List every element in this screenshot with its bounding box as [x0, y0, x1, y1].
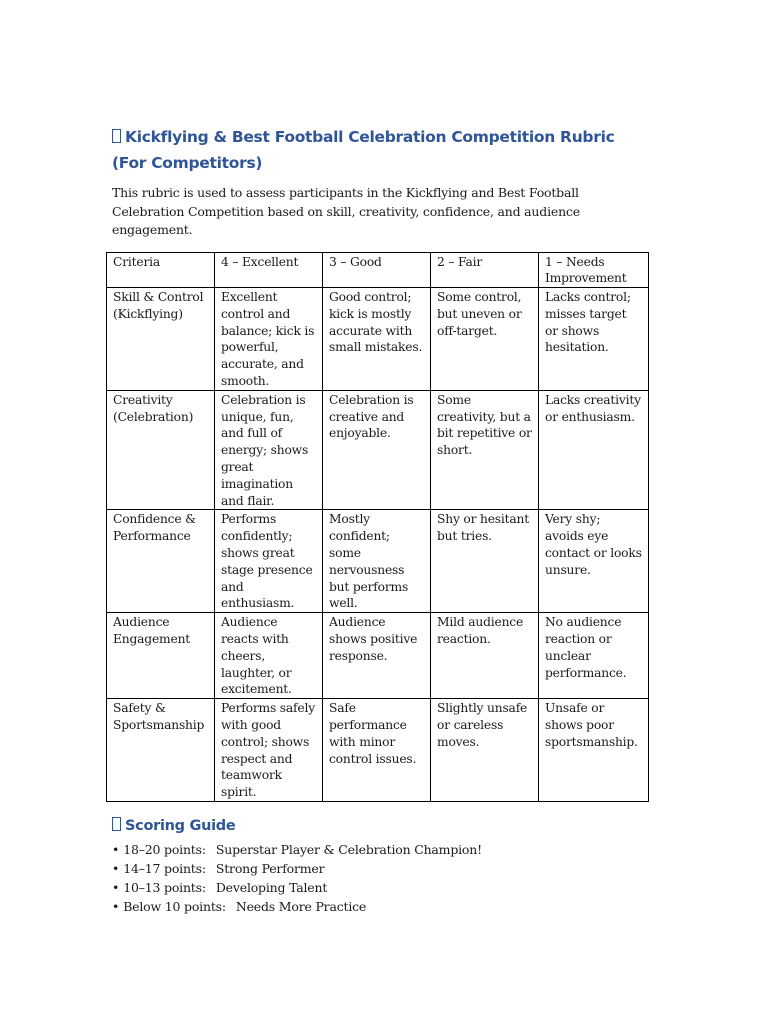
bullet: • [112, 842, 120, 857]
bullet: • [112, 880, 120, 895]
table-row [107, 288, 649, 391]
score-label: Superstar Player & Celebration Champion! [215, 842, 482, 857]
table-header-row [107, 252, 649, 288]
table-cell: Safe performance with minor control issues. [323, 699, 431, 802]
table-row [107, 390, 649, 510]
score-label: Needs More Practice [235, 899, 367, 914]
table-cell: Very shy; avoids eye contact or looks unsure. [539, 510, 649, 613]
table-cell: Good control; kick is mostly accurate with small mistakes. [323, 288, 431, 391]
header-cell: Criteria [107, 252, 215, 288]
document-page [112, 124, 652, 916]
list-item [112, 897, 652, 916]
table-cell: Excellent control and balance; kick is powerful, accurate, and smooth. [215, 288, 323, 391]
criteria-cell: Confidence & Performance [107, 510, 215, 613]
table-row [107, 699, 649, 802]
header-cell: 3 – Good [323, 252, 431, 288]
table-cell: Celebration is unique, fun, and full of energy; shows great imagination and flair. [215, 390, 323, 510]
table-cell: Some control, but uneven or off-target. [431, 288, 539, 391]
list-item [112, 859, 652, 878]
table-cell: Mostly confident; some nervousness but performs well. [323, 510, 431, 613]
table-cell: Slightly unsafe or careless moves. [431, 699, 539, 802]
score-label: Strong Performer [215, 861, 325, 876]
intro-paragraph: This rubric is used to assess participants in the Kickflying and Best Football Celebration Competition based on skill, creativity, confidence, and audience engagement. [112, 185, 580, 237]
table-cell: Celebration is creative and enjoyable. [323, 390, 431, 510]
table-row [107, 613, 649, 699]
rubric-table [106, 252, 649, 803]
criteria-cell: Creativity (Celebration) [107, 390, 215, 510]
scoring-list [112, 840, 652, 916]
criteria-cell: Skill & Control (Kickflying) [107, 288, 215, 391]
table-cell: No audience reaction or unclear performance. [539, 613, 649, 699]
header-cell: 4 – Excellent [215, 252, 323, 288]
table-cell: Lacks creativity or enthusiasm. [539, 390, 649, 510]
header-cell: 1 – Needs Improvement [539, 252, 649, 288]
bullet: • [112, 899, 120, 914]
table-cell: Performs safely with good control; shows respect and teamwork spirit. [215, 699, 323, 802]
table-cell: Shy or hesitant but tries. [431, 510, 539, 613]
criteria-cell: Audience Engagement [107, 613, 215, 699]
bullet: • [112, 861, 120, 876]
table-cell: Mild audience reaction. [431, 613, 539, 699]
list-item [112, 840, 652, 859]
table-row [107, 510, 649, 613]
score-range: 18–20 points: [123, 842, 206, 857]
document-title-text: Kickflying & Best Football Celebration Competition Rubric (For Competitors) [112, 128, 615, 172]
scoring-guide-heading-text: Scoring Guide [125, 818, 236, 834]
document-title [112, 124, 652, 176]
table-cell: Performs confidently; shows great stage presence and enthusiasm. [215, 510, 323, 613]
missing-glyph-icon [112, 129, 121, 143]
criteria-cell: Safety & Sportsmanship [107, 699, 215, 802]
score-label: Developing Talent [215, 880, 328, 895]
table-cell: Lacks control; misses target or shows hesitation. [539, 288, 649, 391]
table-cell: Audience shows positive response. [323, 613, 431, 699]
table-cell: Some creativity, but a bit repetitive or short. [431, 390, 539, 510]
header-cell: 2 – Fair [431, 252, 539, 288]
table-cell: Unsafe or shows poor sportsmanship. [539, 699, 649, 802]
score-range: 10–13 points: [123, 880, 206, 895]
score-range: 14–17 points: [123, 861, 206, 876]
score-range: Below 10 points: [123, 899, 226, 914]
list-item [112, 878, 652, 897]
scoring-guide-heading [112, 816, 652, 836]
table-cell: Audience reacts with cheers, laughter, or excitement. [215, 613, 323, 699]
missing-glyph-icon [112, 817, 121, 831]
